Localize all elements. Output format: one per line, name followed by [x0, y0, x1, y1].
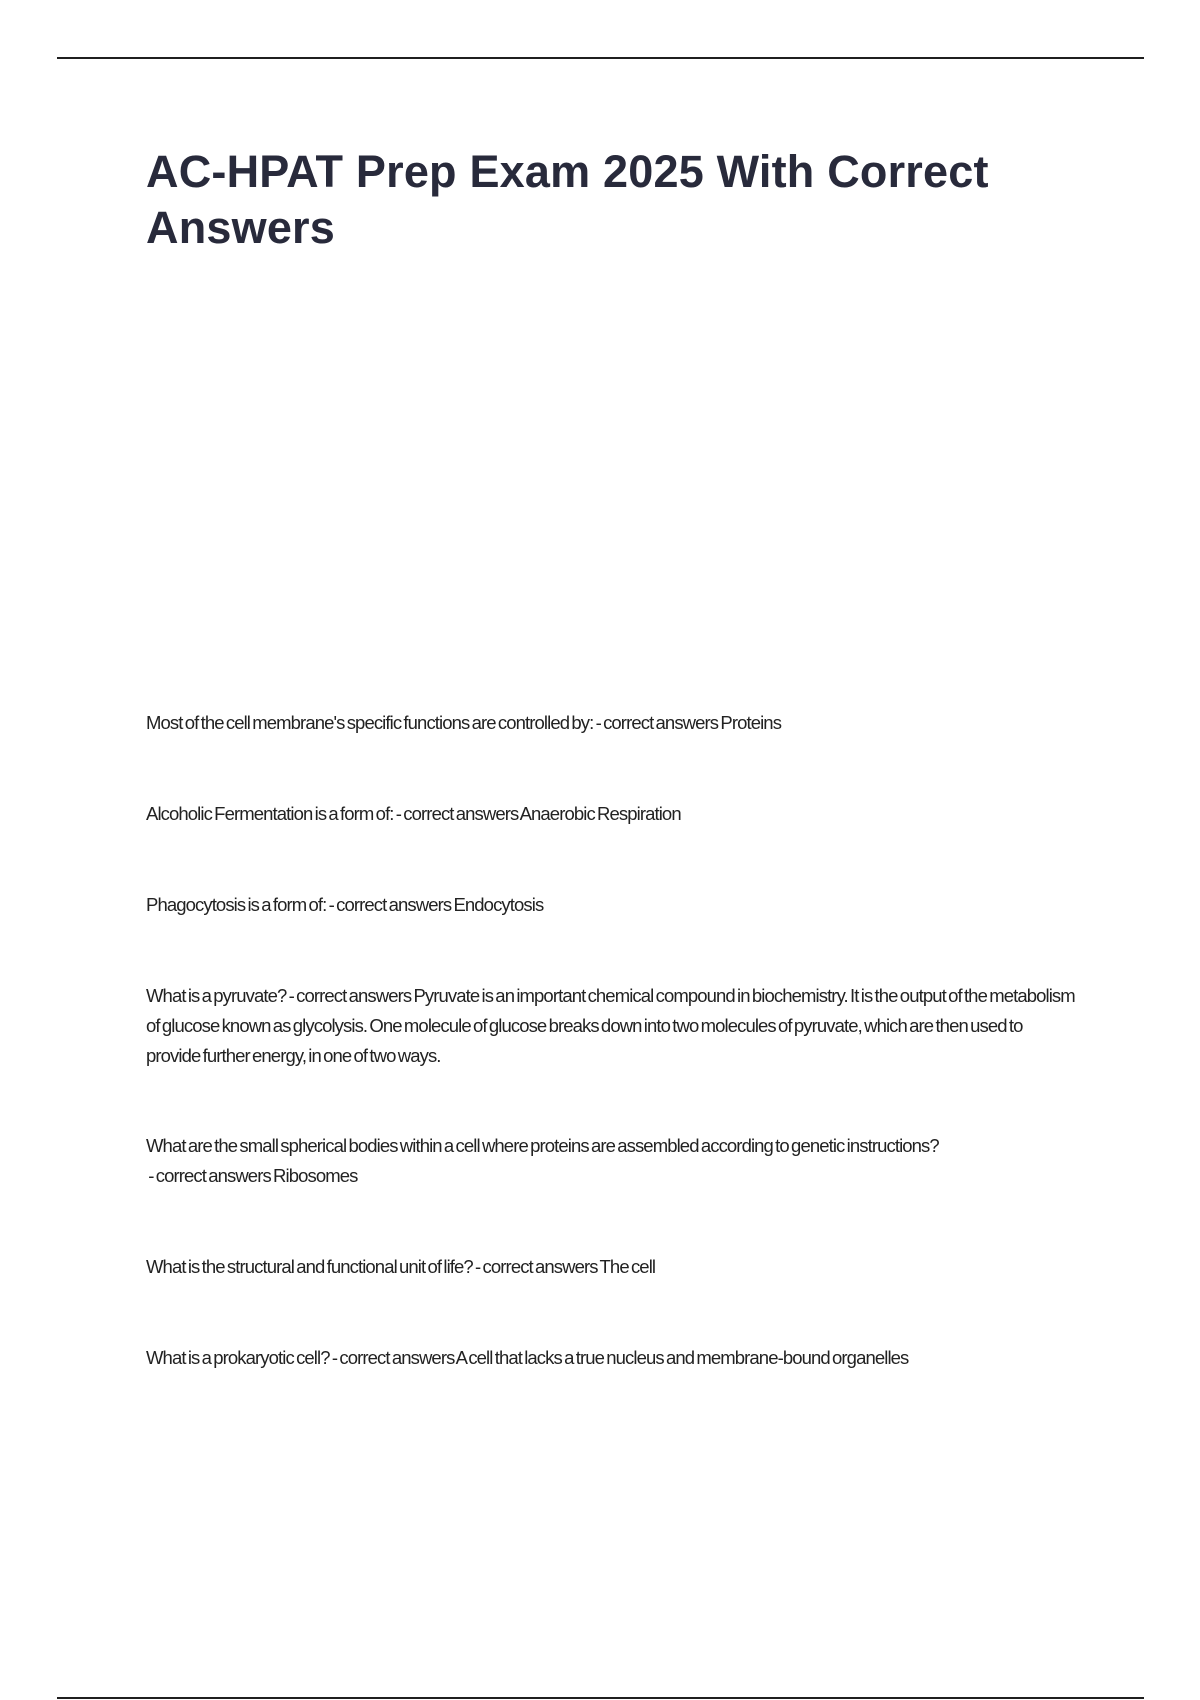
qa-item-4	[146, 981, 1076, 1071]
footer-rule	[57, 1697, 1144, 1699]
answer-separator: - correct answers	[329, 1347, 456, 1368]
answer-text: Endocytosis	[453, 894, 544, 915]
answer-text: A cell that lacks a true nucleus and membrane-bound organelles	[455, 1347, 909, 1368]
question-text: Most of the cell membrane's specific functions are controlled by:	[146, 712, 594, 733]
question-text: What is the structural and functional unit of life?	[146, 1256, 473, 1277]
qa-item-7	[146, 1343, 1076, 1373]
answer-separator: - correct answers	[472, 1256, 600, 1277]
answer-text: Pyruvate is an important chemical compound in biochemistry. It is the output of the metabolism of glucose known as glycolysis. One molecule of glucose breaks down into two molecules of pyruvate, which are then used to provide further energy, in one of two ways.	[146, 985, 1075, 1066]
answer-text: Anaerobic Respiration	[519, 803, 681, 824]
answer-text: The cell	[599, 1256, 656, 1277]
question-text: Alcoholic Fermentation is a form of:	[146, 803, 394, 824]
qa-item-6	[146, 1252, 1076, 1282]
question-text: What are the small spherical bodies within a cell where proteins are assembled according to genetic instructions?	[146, 1135, 939, 1156]
answer-separator: - correct answers	[326, 894, 454, 915]
qa-item-5	[146, 1131, 1076, 1191]
header-rule	[57, 57, 1144, 59]
qa-item-3	[146, 890, 1076, 920]
answer-separator: - correct answers	[593, 712, 721, 733]
qa-item-2	[146, 799, 1076, 829]
question-text: What is a prokaryotic cell?	[146, 1347, 330, 1368]
document-title: AC-HPAT Prep Exam 2025 With Correct Answers	[146, 146, 989, 253]
answer-separator: - correct answers	[286, 985, 414, 1006]
answer-text: Proteins	[720, 712, 782, 733]
answer-separator: - correct answers	[393, 803, 520, 824]
question-text: What is a pyruvate?	[146, 985, 287, 1006]
answer-text: Ribosomes	[273, 1165, 358, 1186]
qa-item-1	[146, 708, 1076, 738]
answer-separator: - correct answers	[146, 1165, 274, 1186]
question-text: Phagocytosis is a form of:	[146, 894, 327, 915]
